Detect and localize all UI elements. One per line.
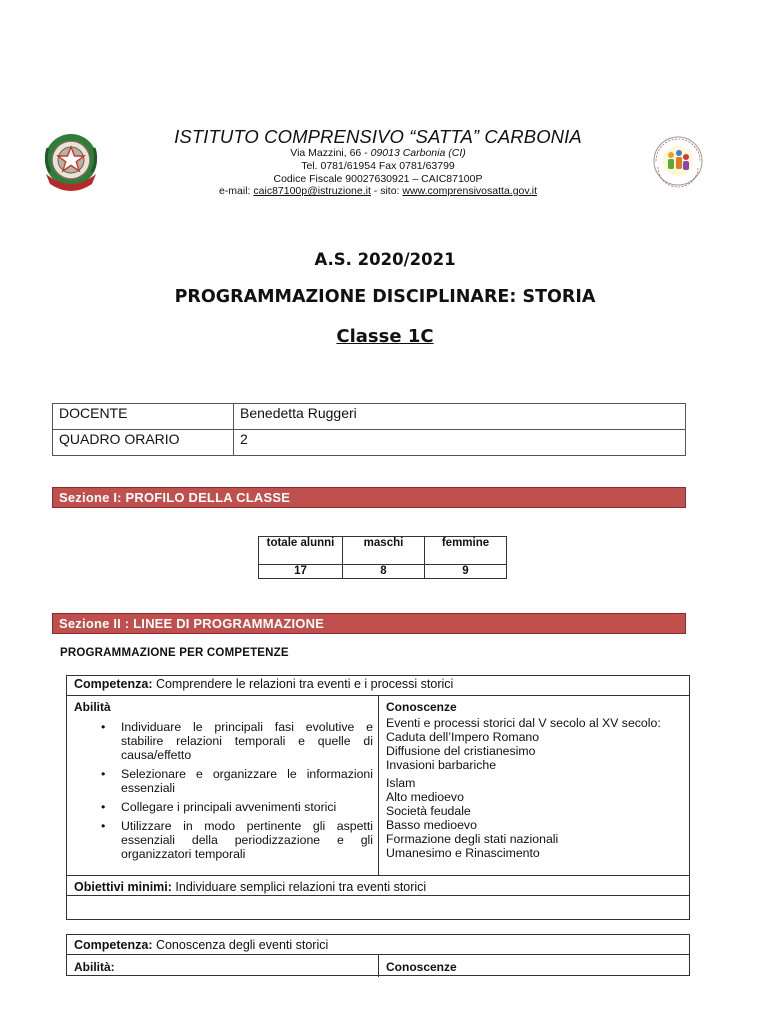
teacher-value: Benedetta Ruggeri [234, 404, 686, 430]
list-item: • Utilizzare in modo pertinente gli aspetti essenziali della periodizzazione e gli organizzatori temporali [101, 819, 373, 861]
minimum-objectives-text: Individuare semplici relazioni tra eventi storici [171, 880, 427, 894]
list-item: Diffusione del cristianesimo [386, 744, 536, 758]
list-item: Eventi e processi storici dal V secolo al XV secolo: [386, 716, 661, 730]
list-item: Islam [386, 776, 416, 790]
list-item: Basso medioevo [386, 818, 477, 832]
knowledge-label: Conoscenze [386, 700, 457, 714]
school-fiscal-code: Codice Fiscale 90027630921 – CAIC87100P [273, 173, 483, 185]
address-street: Via Mazzini, 66 - [290, 147, 371, 159]
males-value: 8 [343, 565, 425, 579]
programme-title: PROGRAMMAZIONE DISCIPLINARE: STORIA [174, 287, 596, 307]
class-title: Classe 1C [336, 326, 434, 347]
minimum-objectives [67, 875, 689, 896]
email-link[interactable]: caic87100p@istruzione.it [253, 185, 371, 197]
list-item: Società feudale [386, 804, 471, 818]
teacher-info-table [52, 403, 686, 456]
school-address [100, 147, 656, 159]
females-value: 9 [425, 565, 507, 579]
competence-2-heading [67, 935, 689, 955]
list-item: • Collegare i principali avvenimenti storici [101, 800, 373, 814]
list-item: Formazione degli stati nazionali [386, 832, 559, 846]
hours-value: 2 [234, 430, 686, 456]
knowledge-list [386, 716, 686, 860]
italian-republic-emblem [40, 128, 102, 198]
website-link[interactable]: www.comprensivosatta.gov.it [402, 185, 538, 197]
table-row [53, 404, 686, 430]
abilities-label: Abilità: [74, 960, 115, 974]
knowledge-label: Conoscenze [386, 960, 457, 974]
section-2-header: Sezione II : LINEE DI PROGRAMMAZIONE [52, 613, 686, 634]
column-divider [378, 955, 379, 977]
email-label: e-mail: [218, 185, 254, 197]
school-contacts [100, 185, 656, 197]
competence-label: Competenza: [74, 938, 153, 952]
minimum-objectives-label: Obiettivi minimi: [74, 880, 172, 894]
class-profile-table [258, 536, 507, 579]
abilities-label: Abilità [74, 700, 111, 714]
school-phone-fax: Tel. 0781/61954 Fax 0781/63799 [301, 160, 455, 172]
list-item: • Individuare le principali fasi evolutive e stabilire relazioni temporali e quelle di causa/effetto [101, 720, 373, 762]
site-label: - sito: [370, 185, 403, 197]
school-name: ISTITUTO COMPRENSIVO “SATTA” CARBONIA [174, 126, 582, 147]
total-students-header: totale alunni [259, 537, 343, 565]
abilities-list [101, 720, 373, 866]
competence-2-table [66, 934, 690, 976]
school-logo [652, 133, 704, 191]
total-students-value: 17 [259, 565, 343, 579]
list-item: • Selezionare e organizzare le informazioni essenziali [101, 767, 373, 795]
address-city: 09013 Carbonia (CI) [370, 147, 466, 159]
males-header: maschi [343, 537, 425, 565]
females-header: femmine [425, 537, 507, 565]
competence-programme-subtitle: PROGRAMMAZIONE PER COMPETENZE [60, 647, 289, 659]
competence-label: Competenza: [74, 677, 153, 691]
school-year-title: A.S. 2020/2021 [314, 250, 456, 269]
competence-text: Conoscenza degli eventi storici [152, 938, 329, 952]
list-item: Invasioni barbariche [386, 758, 497, 772]
hours-label: QUADRO ORARIO [53, 430, 234, 456]
list-item: Alto medioevo [386, 790, 464, 804]
competence-1-heading [67, 677, 689, 696]
list-item: Umanesimo e Rinascimento [386, 846, 540, 860]
list-item: Caduta dell’Impero Romano [386, 730, 540, 744]
column-divider [378, 696, 379, 875]
section-1-header: Sezione I: PROFILO DELLA CLASSE [52, 487, 686, 508]
competence-1-table [66, 675, 690, 920]
table-row [259, 565, 507, 579]
table-row [53, 430, 686, 456]
competence-text: Comprendere le relazioni tra eventi e i processi storici [152, 677, 454, 691]
teacher-label: DOCENTE [53, 404, 234, 430]
table-header-row [259, 537, 507, 565]
